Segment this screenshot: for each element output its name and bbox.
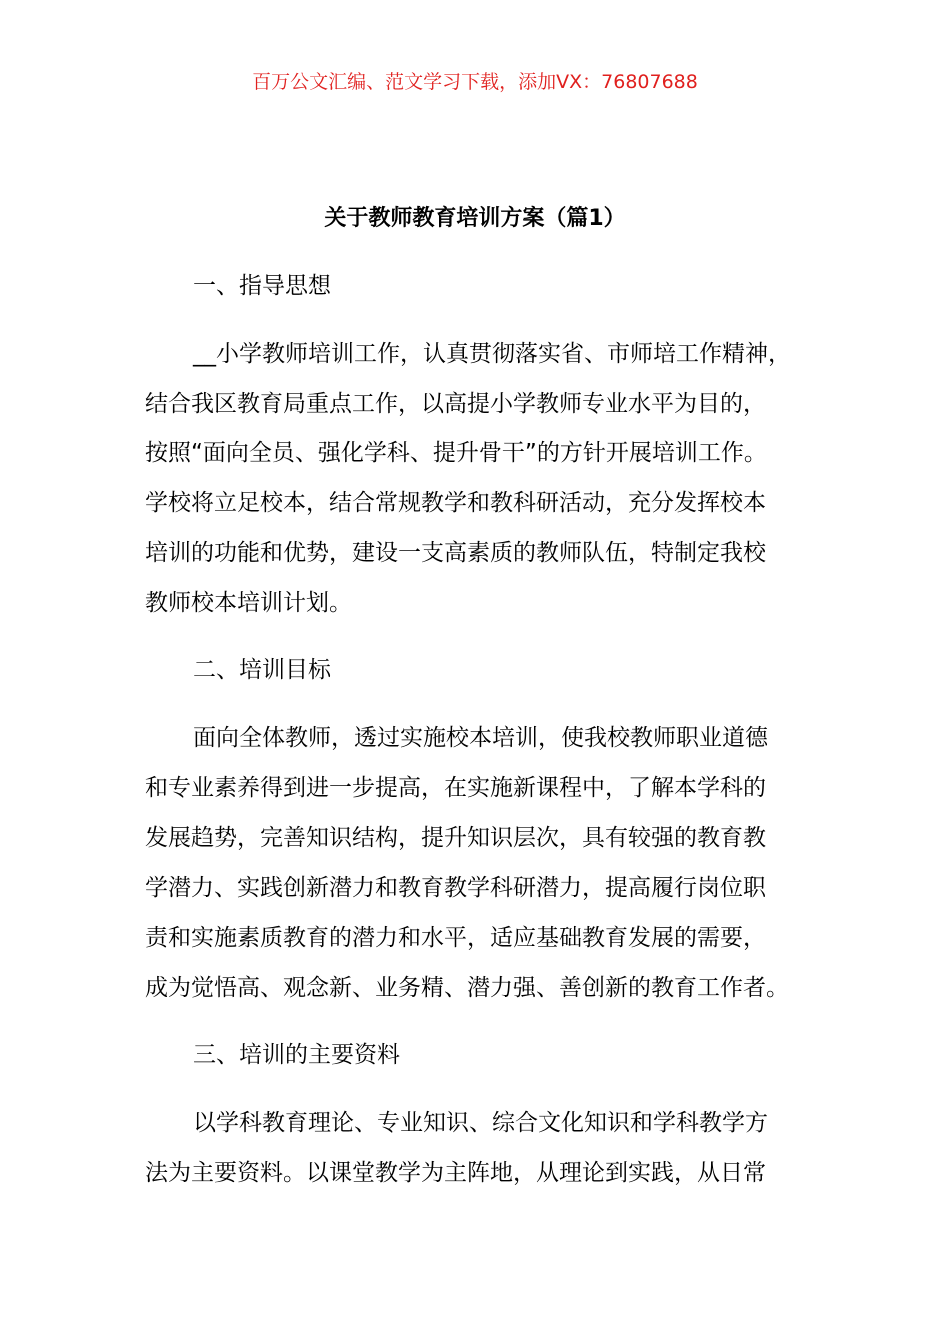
section-heading-guiding-ideology: 一、指导思想 [193, 273, 331, 299]
paragraph-line: 面向全体教师，透过实施校本培训，使我校教师职业道德 [193, 725, 768, 751]
paragraph-line: 成为觉悟高、观念新、业务精、潜力强、善创新的教育工作者。 [145, 975, 789, 1001]
document-title: 关于教师教育培训方案（篇1） [324, 206, 626, 231]
paragraph-line: 和专业素养得到进一步提高，在实施新课程中，了解本学科的 [145, 775, 766, 801]
paragraph-line: 发展趋势，完善知识结构，提升知识层次，具有较强的教育教 [145, 825, 766, 851]
paragraph-line: 结合我区教育局重点工作，以高提小学教师专业水平为目的， [145, 391, 766, 417]
section-heading-training-goals: 二、培训目标 [193, 657, 331, 683]
paragraph-line: __小学教师培训工作，认真贯彻落实省、市师培工作精神， [193, 341, 791, 367]
paragraph-line: 按照“面向全员、强化学科、提升骨干”的方针开展培训工作。 [145, 440, 767, 466]
paragraph-line: 培训的功能和优势，建设一支高素质的教师队伍，特制定我校 [145, 540, 766, 566]
section-heading-main-materials: 三、培训的主要资料 [193, 1042, 400, 1068]
paragraph-line: 法为主要资料。以课堂教学为主阵地，从理论到实践，从日常 [145, 1160, 766, 1186]
paragraph-line: 学潜力、实践创新潜力和教育教学科研潜力，提高履行岗位职 [145, 875, 766, 901]
paragraph-line: 责和实施素质教育的潜力和水平，适应基础教育发展的需要， [145, 925, 766, 951]
paragraph-line: 学校将立足校本，结合常规教学和教科研活动，充分发挥校本 [145, 490, 766, 516]
paragraph-line: 以学科教育理论、专业知识、综合文化知识和学科教学方 [193, 1110, 768, 1136]
paragraph-line: 教师校本培训计划。 [145, 590, 352, 616]
watermark-banner: 百万公文汇编、范文学习下载，添加VX：76807688 [252, 71, 698, 93]
